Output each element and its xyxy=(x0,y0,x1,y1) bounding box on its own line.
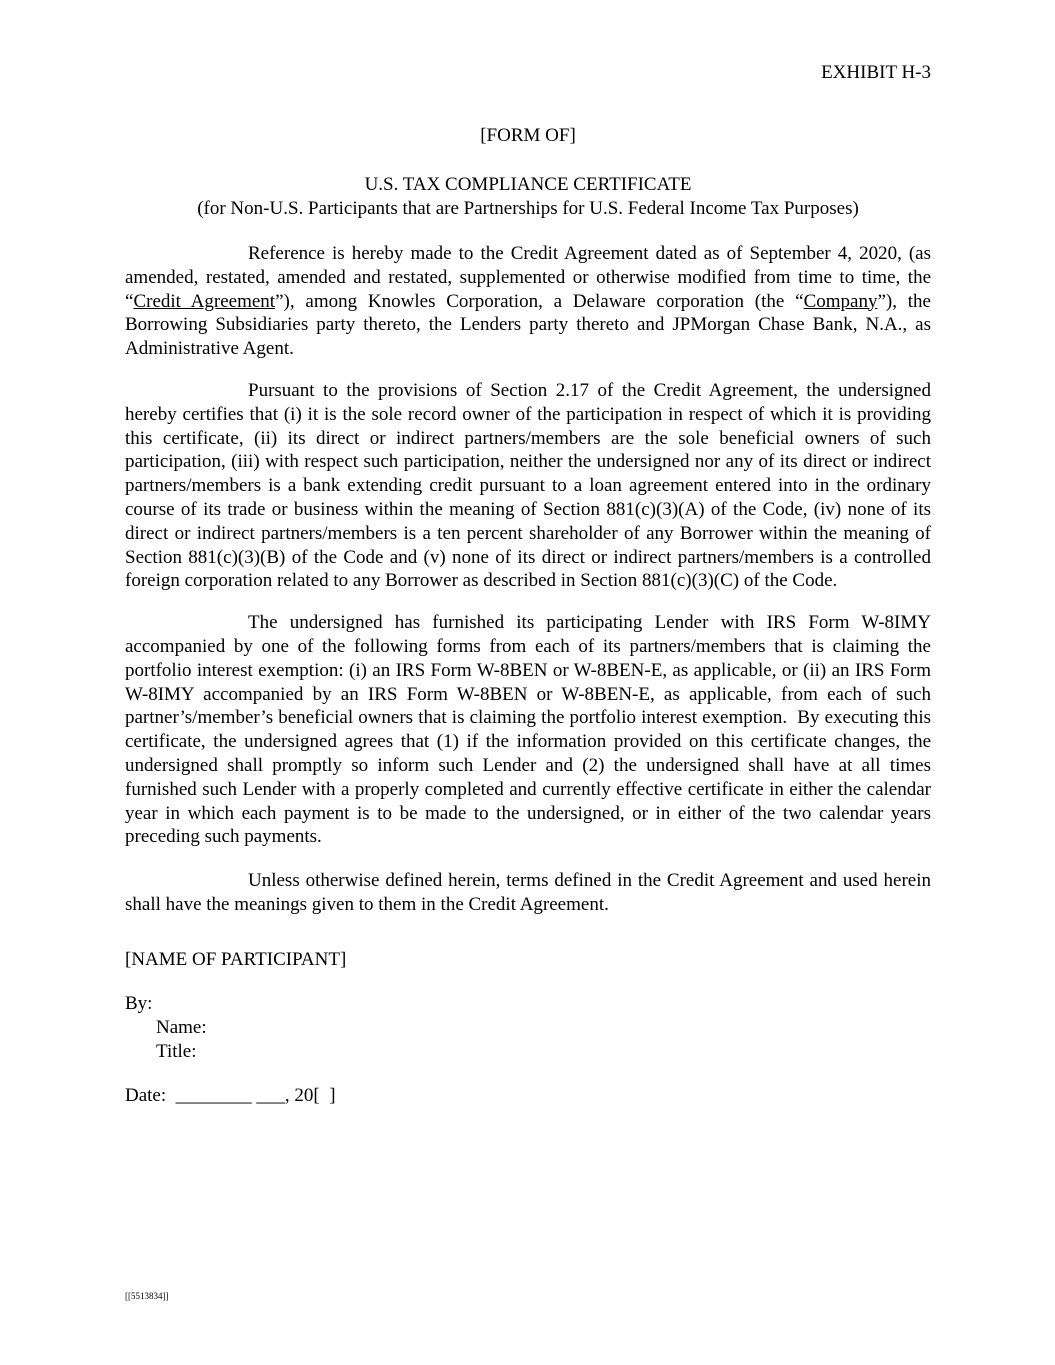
form-of-label: [FORM OF] xyxy=(480,125,576,146)
name-line: Name: xyxy=(156,1016,207,1038)
document-title: U.S. TAX COMPLIANCE CERTIFICATE xyxy=(364,174,692,195)
paragraph-certification: Pursuant to the provisions of Section 2.17 of the Credit Agreement, the undersigned hereby certifies that (i) it is the sole record owner of the participation in respect of which it is providing this certificate, (ii) its direct or indirect partners/members are the sole beneficial owners of such participation, (iii) with respect such participation, neither the undersigned nor any of its direct or indirect partners/members is a bank extending credit pursuant to a loan agreement entered into in the ordinary course of its trade or business within the meaning of Section 881(c)(3)(A) of the Code, (iv) none of its direct or indirect partners/members is a ten percent shareholder of any Borrower within the meaning of Section 881(c)(3)(B) of the Code and (v) none of its direct or indirect partners/members is a controlled foreign corporation related to any Borrower as described in Section 881(c)(3)(C) of the Code. xyxy=(125,379,931,592)
defined-term-company: Company xyxy=(803,290,878,312)
paragraph-definitions: Unless otherwise defined herein, terms defined in the Credit Agreement and used herein shall have the meanings given to them in the Credit Agreement. xyxy=(125,870,931,915)
exhibit-label: EXHIBIT H-3 xyxy=(821,62,931,83)
by-line: By: xyxy=(125,992,153,1014)
document-title-block xyxy=(125,173,931,221)
participant-name: [NAME OF PARTICIPANT] xyxy=(125,948,347,970)
paragraph-reference xyxy=(125,242,931,361)
text-span: ”), among Knowles Corporation, a Delaware corporation (the “ xyxy=(275,290,804,312)
signature-block xyxy=(125,948,931,1108)
date-line: Date: ________ ___, 20[ ] xyxy=(125,1084,336,1106)
document-id-footer: [[5513834]] xyxy=(125,1291,169,1301)
text-span: Reference is hereby made to the Credit Agreement dated as of September 4, 2020, (as amended, restated, amended and restated, supplemented or otherwise modified from time to time, the “ xyxy=(125,243,931,312)
text-span: ”), the Borrowing Subsidiaries party thereto, the Lenders party thereto and JPMorgan Chase Bank, N.A., as Administrative Agent. xyxy=(125,290,931,360)
title-line: Title: xyxy=(156,1040,197,1062)
defined-term-credit-agreement: Credit Agreement xyxy=(133,290,276,312)
paragraph-forms: The undersigned has furnished its participating Lender with IRS Form W-8IMY accompanied by one of the following forms from each of its partners/members that is claiming the portfolio interest exemption: (i) an IRS Form W-8BEN or W-8BEN-E, as applicable, or (ii) an IRS Form W-8IMY accompanied by an IRS Form W-8BEN or W-8BEN-E, as applicable, from each of such partner’s/member’s beneficial owners that is claiming the portfolio interest exemption. By executing this certificate, the undersigned agrees that (1) if the information provided on this certificate changes, the undersigned shall promptly so inform such Lender and (2) the undersigned shall have at all times furnished such Lender with a properly completed and currently effective certificate in either the calendar year in which each payment is to be made to the undersigned, or in either of the two calendar years preceding such payments. xyxy=(125,612,931,848)
document-body xyxy=(125,242,931,1108)
document-subtitle: (for Non-U.S. Participants that are Partnerships for U.S. Federal Income Tax Purposes) xyxy=(197,198,859,219)
